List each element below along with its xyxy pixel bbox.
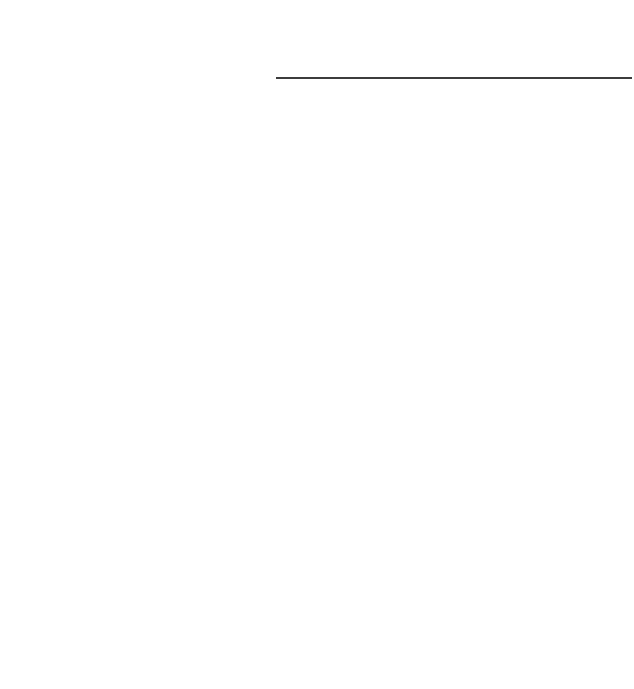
header-divider-rule [276, 77, 632, 79]
